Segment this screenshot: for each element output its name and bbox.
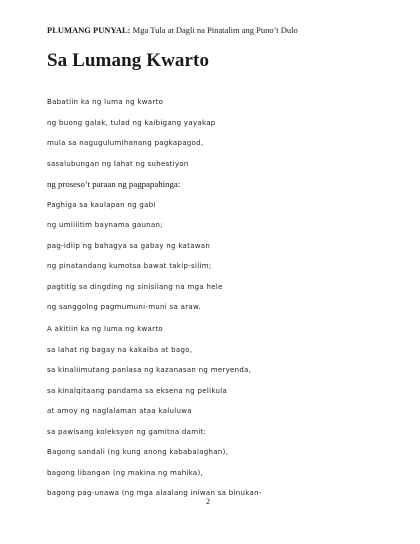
poem-line: ng proseso’t paraan ng pagpapahinga:: [47, 179, 181, 189]
poem-line: sasalubungan ng lahat ng suhestiyon: [47, 159, 189, 168]
poem-title: Sa Lumang Kwarto: [47, 50, 210, 71]
poem-line: sa pawisang koleksyon ng gamitna damit:: [47, 427, 207, 436]
poem-line: ng umiiiitim baynama gaunan;: [47, 221, 163, 229]
poem-line: mula sa nagugulumihanang pagkapagod,: [47, 139, 204, 147]
book-subtitle: Mga Tula at Dagli na Pinatalim ang Puno’t Dulo: [130, 25, 298, 35]
poem-line: ng buong galak, tulad ng kaibigang yayakap: [47, 118, 216, 127]
page-number: 2: [206, 497, 210, 506]
poem-line: ng pinatandang kumotsa bawat takip-silim;: [47, 262, 212, 270]
poem-line: bagong pag-unawa (ng mga alaalang iniwan sa binukan-: [47, 489, 262, 497]
poem-line: at amoy ng naglalaman ataa kaluluwa: [47, 407, 192, 415]
poem-line: Paghiga sa kaulapan ng gabi: [47, 200, 156, 209]
poem-line: bagong libangan (ng makina ng mahika),: [47, 468, 204, 477]
poem-line: ng sanggolng pagmumuni-muni sa araw.: [47, 303, 201, 311]
poem-line: sa kinalqitaang pandama sa eksena ng pelikula: [47, 386, 228, 395]
stanza-1: [47, 92, 387, 318]
running-header: [47, 25, 397, 35]
poem-line: pag-idlip ng bahagya sa gabay ng katawan: [47, 241, 211, 250]
poem-line: sa kinaliimutang panlasa ng kazanasan ng meryenda,: [47, 366, 252, 374]
stanza-2: [47, 319, 387, 504]
poem-line: Bagong sandali (ng kung anong kababalaghan),: [47, 448, 229, 456]
poem-line: Babatiin ka ng luma ng kwarto: [47, 98, 164, 106]
book-title: PLUMANG PUNYAL:: [47, 25, 131, 35]
poem-line: A akitiin ka ng luma ng kwarto: [47, 325, 163, 333]
poem-line: sa lahat ng bagay na kakaiba at bago,: [47, 345, 193, 354]
poem-line: pagtitig sa dingding ng sinisilang na mga hele: [47, 282, 223, 291]
